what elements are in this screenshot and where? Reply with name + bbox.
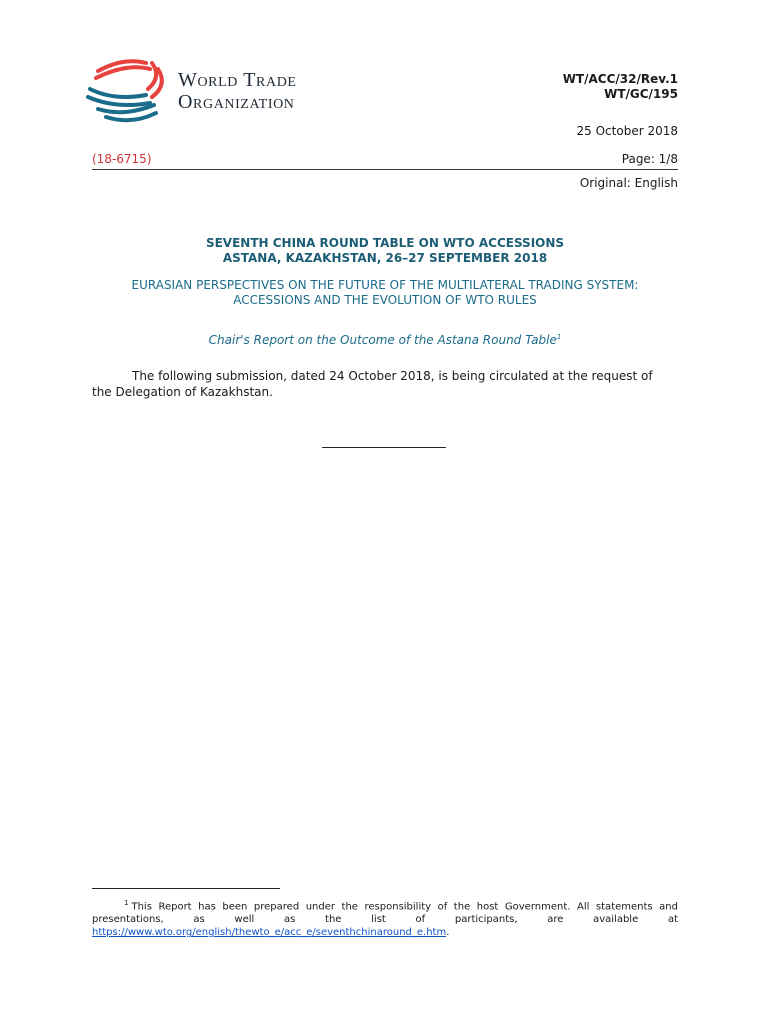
title-line2: ASTANA, KAZAKHSTAN, 26–27 SEPTEMBER 2018 [222,251,548,265]
title-line1: SEVENTH CHINA ROUND TABLE ON WTO ACCESSIONS [205,236,565,250]
subtitle-line2: ACCESSIONS AND THE EVOLUTION OF WTO RULES [233,293,537,307]
chair-report-text: Chair's Report on the Outcome of the Astana Round Table [208,333,557,347]
chair-report-heading [92,333,678,347]
body-paragraph: The following submission, dated 24 October 2018, is being circulated at the request of the Delegation of Kazakhstan. [92,369,653,399]
page-number: Page: 1/8 [621,152,678,166]
footnote-separator [92,888,280,889]
document-date: 25 October 2018 [576,124,678,138]
wto-emblem-icon [84,55,174,130]
footnote-text: This Report has been prepared under the responsibility of the host Government. All statements and presentations, as well as the list of participants, are available at [92,901,678,926]
subtitle-line1: EURASIAN PERSPECTIVES ON THE FUTURE OF THE MULTILATERAL TRADING SYSTEM: [131,278,639,292]
footnote-marker: 1 [124,899,129,907]
header-divider [92,169,678,170]
document-title [92,236,678,266]
original-language: Original: English [579,176,678,190]
wto-logo [84,55,344,130]
chair-report-footnote-ref[interactable]: 1 [556,333,562,341]
symbol-line1: WT/ACC/32/Rev.1 [562,72,678,86]
org-name-line2: Organization [178,91,295,113]
body-end-rule [322,447,446,448]
org-name-line1: World Trade [178,69,297,91]
footnote-link[interactable]: https://www.wto.org/english/thewto_e/acc_e/seventhchinaround_e.htm [92,927,447,939]
symbol-line2: WT/GC/195 [604,87,678,101]
footnote-end: . [446,927,450,939]
document-subtitle [92,278,678,308]
footnote [92,897,678,939]
document-symbol [563,72,678,102]
job-number: (18-6715) [92,152,152,166]
